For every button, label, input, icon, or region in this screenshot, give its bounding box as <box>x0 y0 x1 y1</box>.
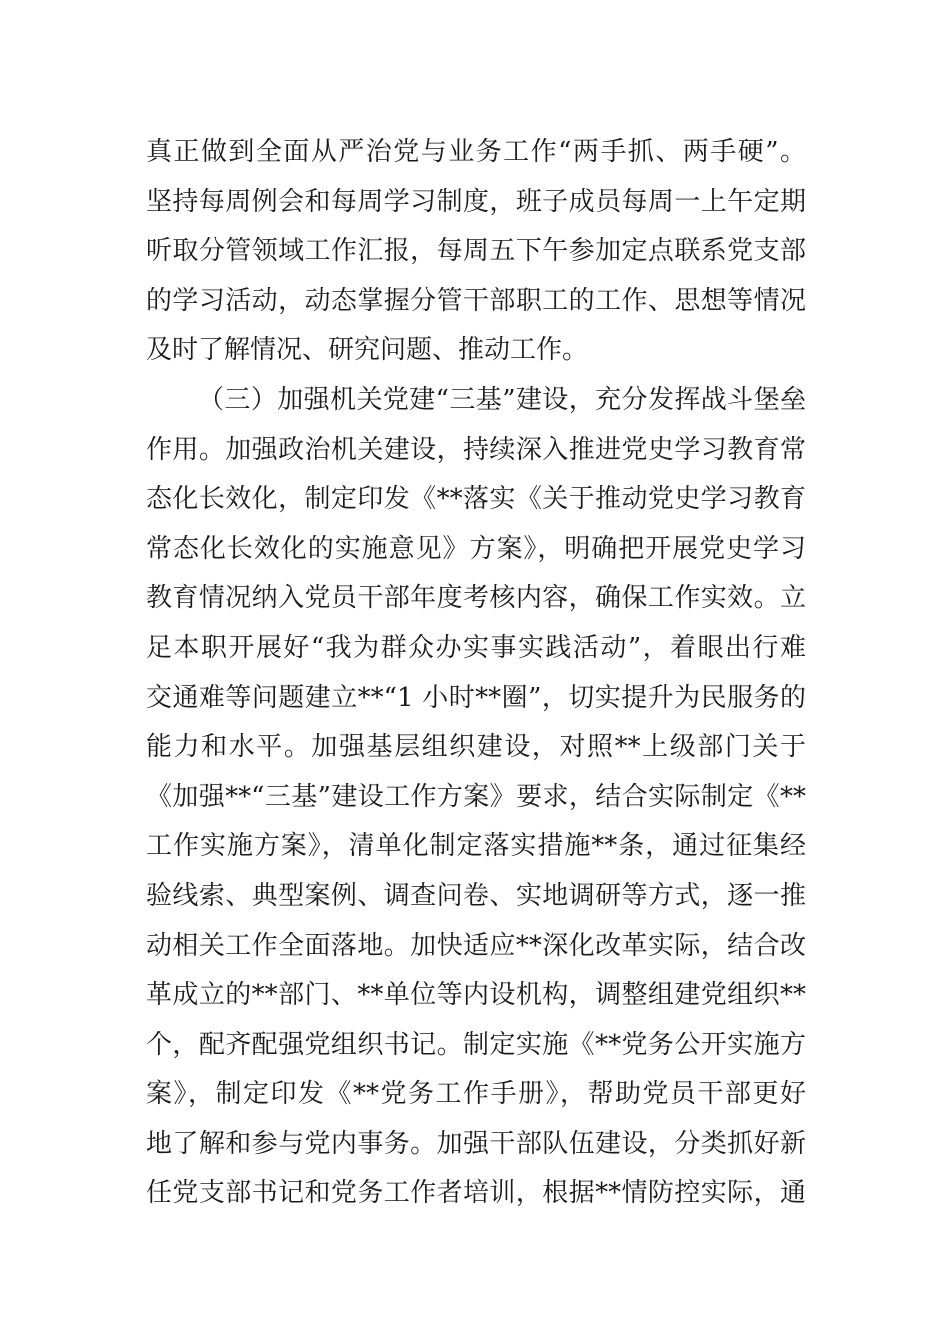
section-heading-line: （三）加强机关党建“三基”建设，充分发挥战斗堡垒 <box>198 384 806 415</box>
text-line: 工作实施方案》，清单化制定落实措施**条，通过征集经 <box>146 831 806 862</box>
text-line: 听取分管领域工作汇报，每周五下午参加定点联系党支部 <box>146 236 806 267</box>
text-line: 验线索、典型案例、调查问卷、实地调研等方式，逐一推 <box>146 880 806 911</box>
text-line: 常态化长效化的实施意见》方案》，明确把开展党史学习 <box>146 533 806 564</box>
text-line: 足本职开展好“我为群众办实事实践活动”，着眼出行难 <box>146 632 806 663</box>
text-line: 能力和水平。加强基层组织建设，对照**上级部门关于 <box>146 732 806 763</box>
text-line: 个，配齐配强党组织书记。制定实施《**党务公开实施方 <box>146 1029 806 1060</box>
text-line: 交通难等问题建立**“1 小时**圈”，切实提升为民服务的 <box>146 682 806 713</box>
text-line: 的学习活动，动态掌握分管干部职工的工作、思想等情况 <box>146 285 806 316</box>
text-line: 坚持每周例会和每周学习制度，班子成员每周一上午定期 <box>146 186 806 217</box>
text-line: 案》，制定印发《**党务工作手册》，帮助党员干部更好 <box>146 1079 806 1110</box>
text-line: 革成立的**部门、**单位等内设机构，调整组建党组织** <box>146 980 806 1011</box>
text-line: 及时了解情况、研究问题、推动工作。 <box>146 335 589 366</box>
text-line: 态化长效化，制定印发《**落实《关于推动党史学习教育 <box>146 484 806 515</box>
text-line: 地了解和参与党内事务。加强干部队伍建设，分类抓好新 <box>146 1128 806 1159</box>
text-line: 动相关工作全面落地。加快适应**深化改革实际，结合改 <box>146 930 806 961</box>
text-line: 《加强**“三基”建设工作方案》要求，结合实际制定《** <box>146 781 806 812</box>
body-text <box>146 128 806 1219</box>
text-line: 教育情况纳入党员干部年度考核内容，确保工作实效。立 <box>146 583 806 614</box>
text-line: 任党支部书记和党务工作者培训，根据**情防控实际，通 <box>146 1178 806 1209</box>
text-line: 真正做到全面从严治党与业务工作“两手抓、两手硬”。 <box>146 137 806 167</box>
text-line: 作用。加强政治机关建设，持续深入推进党史学习教育常 <box>146 434 806 465</box>
